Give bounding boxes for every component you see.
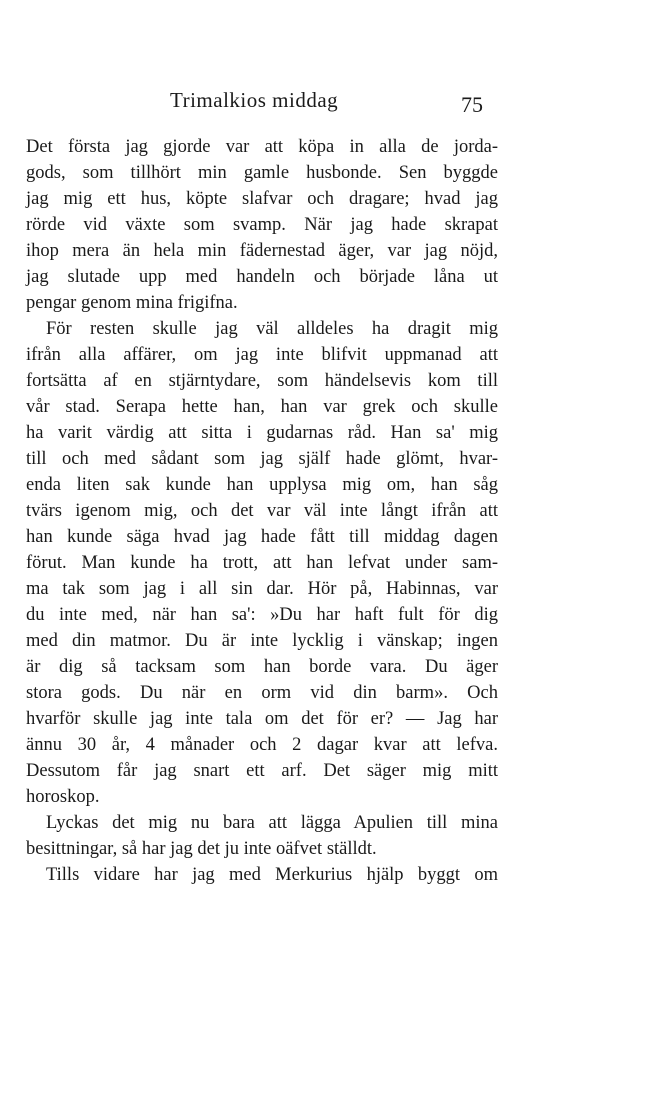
text-line: förut. Man kunde ha trott, att han lefvat under sam- [26, 553, 498, 573]
text-line: Dessutom får jag snart ett arf. Det säger mig mitt [26, 761, 498, 781]
text-line: med din matmor. Du är inte lycklig i vänskap; ingen [26, 631, 498, 651]
text-line: Det första jag gjorde var att köpa in alla de jorda- [26, 137, 498, 157]
running-title: Trimalkios middag [170, 88, 339, 112]
text-line: ma tak som jag i all sin dar. Hör på, Habinnas, var [26, 579, 498, 599]
running-header [0, 88, 672, 118]
text-line: ha varit värdig att sitta i gudarnas råd. Han sa' mig [26, 423, 498, 443]
text-line: pengar genom mina frigifna. [26, 293, 238, 313]
page-number: 75 [461, 92, 483, 117]
text-line: han kunde säga hvad jag hade fått till middag dagen [26, 527, 498, 547]
text-line: jag slutade upp med handeln och började låna ut [26, 267, 498, 287]
text-line: är dig så tacksam som han borde vara. Du äger [26, 657, 498, 677]
text-line: ännu 30 år, 4 månader och 2 dagar kvar att lefva. [26, 735, 498, 755]
text-line: Lyckas det mig nu bara att lägga Apulien till mina [46, 813, 498, 833]
text-line: horoskop. [26, 787, 100, 807]
text-line: ifrån alla affärer, om jag inte blifvit uppmanad att [26, 345, 498, 365]
text-line: tvärs igenom mig, och det var väl inte långt ifrån att [26, 501, 498, 521]
text-line: rörde vid växte som svamp. När jag hade skrapat [26, 215, 498, 235]
text-line: fortsätta af en stjärntydare, som händelsevis kom till [26, 371, 498, 391]
text-line: stora gods. Du när en orm vid din barm». Och [26, 683, 498, 703]
text-line: Tills vidare har jag med Merkurius hjälp byggt om [46, 865, 498, 885]
text-line: jag mig ett hus, köpte slafvar och dragare; hvad jag [26, 189, 498, 209]
text-line: För resten skulle jag väl alldeles ha dragit mig [46, 319, 498, 339]
text-line: hvarför skulle jag inte tala om det för er? — Jag har [26, 709, 498, 729]
text-line: vår stad. Serapa hette han, han var grek och skulle [26, 397, 498, 417]
text-line: besittningar, så har jag det ju inte oäfvet ställdt. [26, 839, 377, 859]
text-line: enda liten sak kunde han upplysa mig om, han såg [26, 475, 498, 495]
text-line: till och med sådant som jag själf hade glömt, hvar- [26, 449, 498, 469]
text-line: gods, som tillhört min gamle husbonde. Sen byggde [26, 163, 498, 183]
text-line: ihop mera än hela min fädernestad äger, var jag nöjd, [26, 241, 498, 261]
text-line: du inte med, när han sa': »Du har haft fult för dig [26, 605, 498, 625]
body-text [26, 134, 498, 888]
